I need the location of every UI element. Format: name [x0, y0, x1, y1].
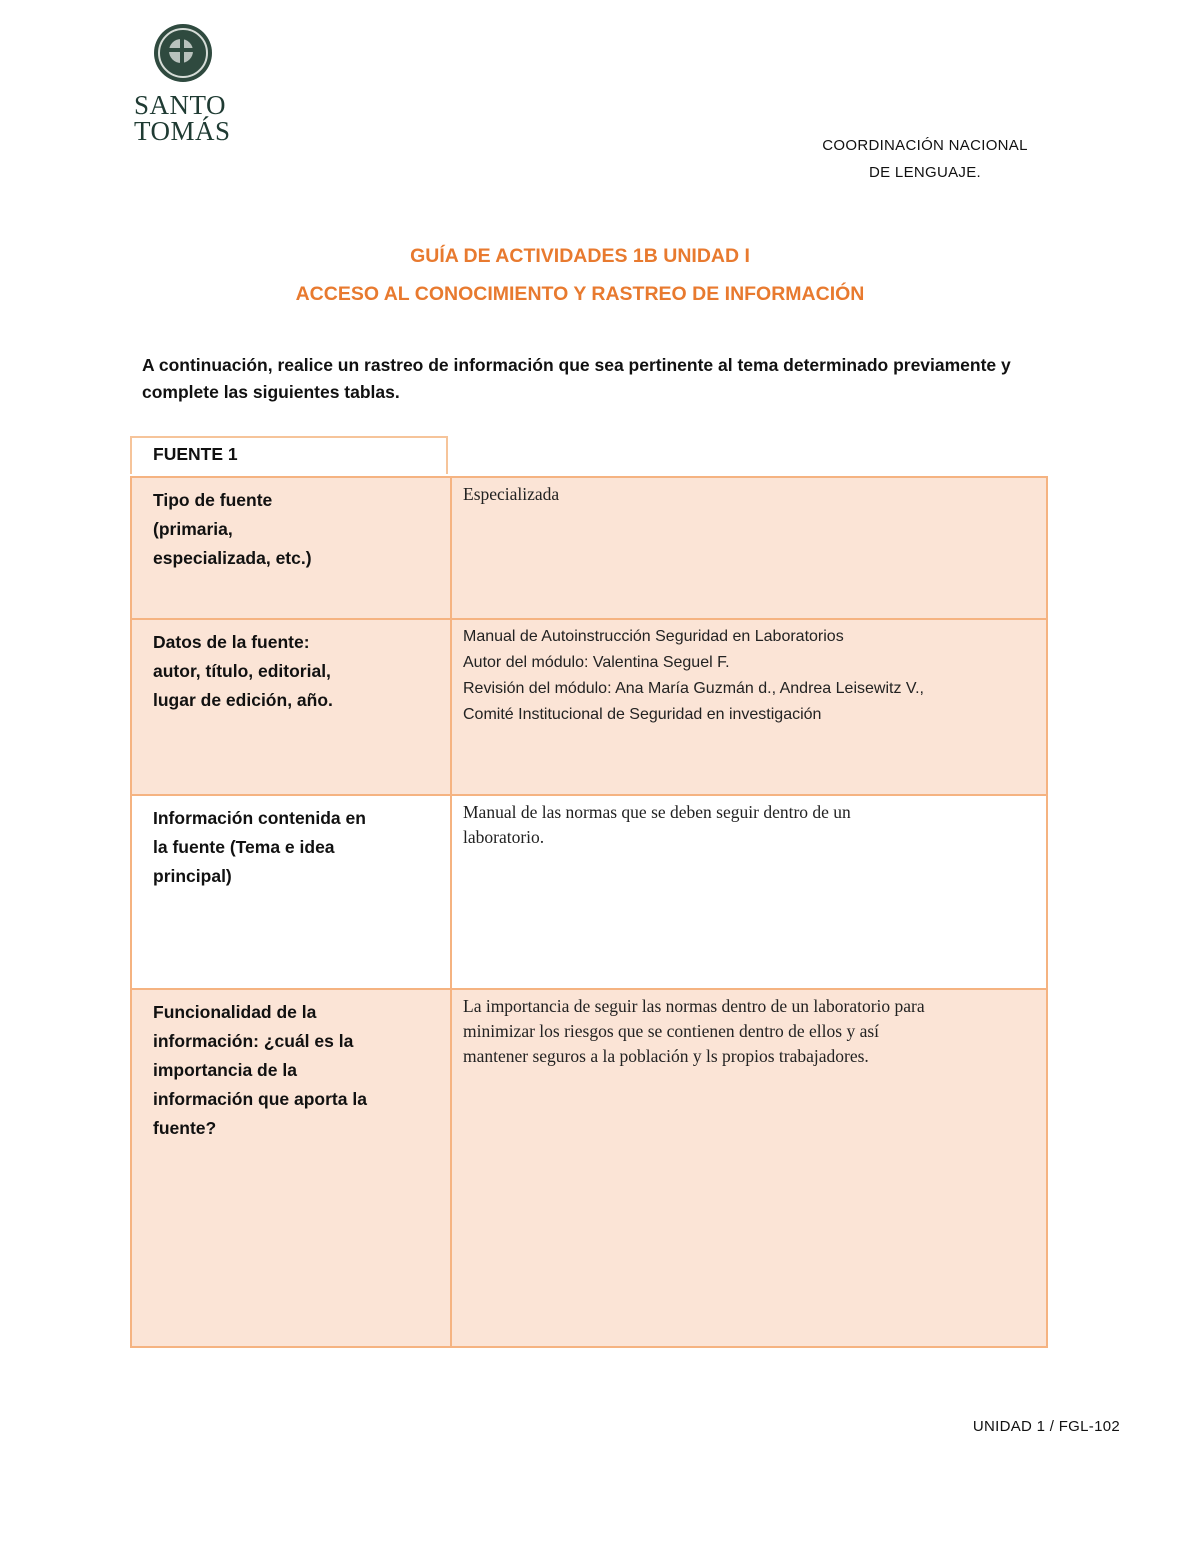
coordination-line-1: COORDINACIÓN NACIONAL	[822, 137, 1028, 154]
row-value-tipo[interactable]: Especializada	[451, 477, 1047, 619]
row-label-tipo: Tipo de fuente (primaria, especializada, etc.)	[131, 477, 451, 619]
coordination-line-2: DE LENGUAJE.	[869, 164, 981, 181]
row-label-datos: Datos de la fuente: autor, título, editorial, lugar de edición, año.	[131, 619, 451, 795]
table-row	[131, 989, 1047, 1347]
logo-wordmark: SANTO TOMÁS	[134, 90, 231, 146]
row-value-datos[interactable]: Manual de Autoinstrucción Seguridad en Laboratorios Autor del módulo: Valentina Seguel F. Revisión del módulo: Ana María Guzmán d., Andrea Leisewitz V., Comité Institucional de Seguridad en investigación	[451, 619, 1047, 795]
guide-title: GUÍA DE ACTIVIDADES 1B UNIDAD I	[410, 245, 750, 267]
row-value-informacion[interactable]: Manual de las normas que se deben seguir dentro de un laboratorio.	[451, 795, 1047, 989]
source-table-header	[130, 436, 448, 474]
row-value-funcionalidad[interactable]: La importancia de seguir las normas dentro de un laboratorio para minimizar los riesgos que se contienen dentro de ellos y así mantener seguros a la población y ls propios trabajadores.	[451, 989, 1047, 1347]
university-seal-icon	[154, 24, 212, 82]
coordination-header	[790, 132, 1060, 186]
source-table	[130, 476, 1048, 1348]
page-footer: UNIDAD 1 / FGL-102	[972, 1418, 1120, 1435]
row-label-informacion: Información contenida en la fuente (Tema e idea principal)	[131, 795, 451, 989]
table-row	[131, 795, 1047, 989]
instructions-paragraph: A continuación, realice un rastreo de información que sea pertinente al tema determinado previamente y complete las siguientes tablas.	[142, 355, 1011, 402]
table-row	[131, 619, 1047, 795]
guide-subtitle: ACCESO AL CONOCIMIENTO Y RASTREO DE INFORMACIÓN	[295, 283, 865, 305]
table-row	[131, 477, 1047, 619]
source-header-label: FUENTE 1	[153, 444, 238, 464]
row-label-funcionalidad: Funcionalidad de la información: ¿cuál es la importancia de la información que aporta la fuente?	[131, 989, 451, 1347]
